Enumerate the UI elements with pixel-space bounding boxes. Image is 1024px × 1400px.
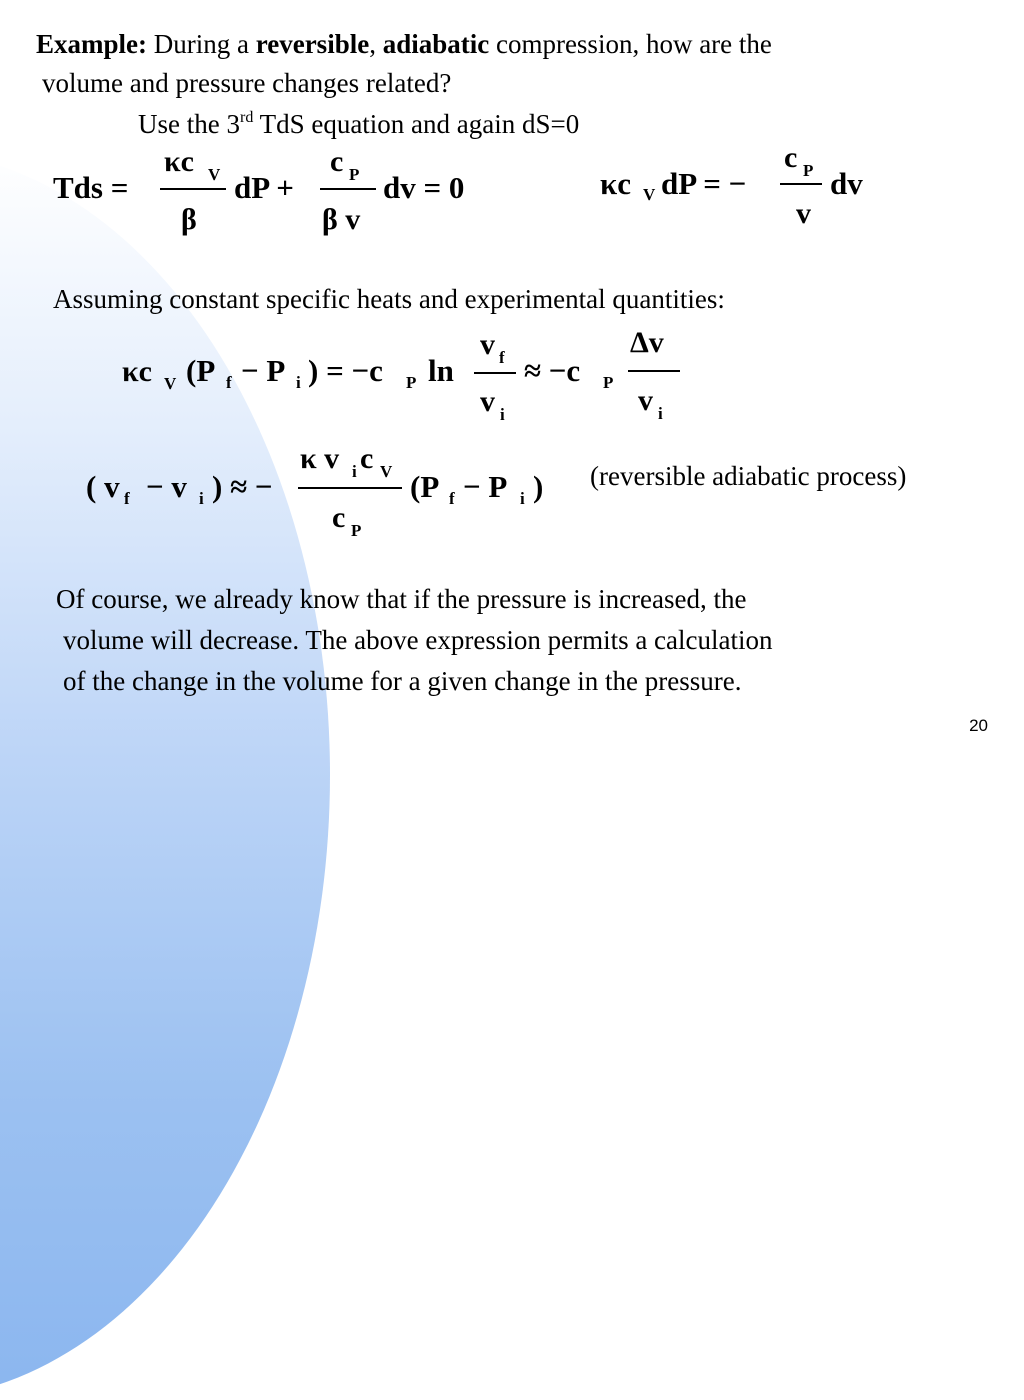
eq1-num2: c	[330, 145, 344, 178]
intro-text-3: compression, how are the	[489, 29, 772, 59]
eq3-p1: (P	[186, 353, 216, 388]
eq3-approx: ≈ −c	[524, 353, 581, 388]
eq2-frac-bar	[780, 183, 822, 185]
eq1-frac1-bar	[160, 188, 226, 190]
intro-line-3-b: TdS equation and again dS=0	[253, 109, 580, 139]
eq4-lhs3: ) ≈ −	[212, 469, 273, 504]
eq4-r1-sub: f	[449, 489, 455, 508]
eq2-den: v	[796, 197, 811, 230]
intro-line-3-sup: rd	[239, 109, 254, 126]
eq4-num-b-sub: V	[380, 462, 393, 481]
conclusion-line-2: volume will decrease. The above expression permits a calculation	[63, 625, 773, 655]
eq3-frac-bar	[474, 372, 516, 374]
eq3-num: v	[480, 328, 495, 361]
eq3-den2-sub: i	[658, 404, 663, 423]
example-label: Example:	[36, 29, 147, 59]
eq4-num-b: c	[360, 442, 374, 475]
eq3-k: κc	[122, 355, 152, 388]
eq4-r3: )	[533, 469, 544, 504]
eq3-num2: Δv	[630, 326, 664, 359]
eq4-frac-bar	[298, 487, 402, 489]
intro-line-1	[36, 31, 772, 58]
eq1-den2: β v	[322, 203, 361, 236]
eq3-c-sub: P	[406, 373, 417, 392]
eq2-rhs: dv	[830, 166, 863, 201]
eq1-mid: dP +	[234, 170, 294, 205]
eq2-lhs: κc	[600, 166, 631, 201]
eq3-den-sub: i	[500, 405, 505, 424]
intro-line-3	[138, 111, 579, 138]
background-gradient-arc	[0, 150, 330, 1400]
eq3-eqpart: ) = −c	[308, 353, 383, 388]
eq3-frac2-bar	[628, 370, 680, 372]
intro-text-1: During a	[153, 29, 256, 59]
page-number: 20	[969, 716, 988, 735]
reversible-word: reversible	[255, 29, 370, 59]
eq4-r2-sub: i	[520, 489, 525, 508]
eq2-mid: dP = −	[661, 166, 747, 201]
eq1-rhs: dv = 0	[383, 170, 465, 205]
eq4-lhs1-sub: f	[124, 489, 130, 508]
eq2-num: c	[784, 141, 798, 174]
eq3-den2: v	[638, 384, 653, 417]
eq4-num-a-sub: i	[352, 462, 357, 481]
eq3-p2-sub: i	[296, 373, 301, 392]
conclusion-line-1: Of course, we already know that if the pressure is increased, the	[56, 584, 747, 614]
eq4-r2: − P	[463, 469, 508, 504]
eq4-r1: (P	[410, 469, 440, 504]
assumption-text: Assuming constant specific heats and experimental quantities:	[53, 284, 725, 314]
intro-line-2: volume and pressure changes related?	[42, 68, 452, 98]
eq3-p1-sub: f	[226, 373, 232, 392]
eq1-den1: β	[181, 203, 197, 236]
adiabatic-word: adiabatic	[382, 29, 490, 59]
eq2-lhs-sub: V	[643, 185, 656, 204]
intro-comma: ,	[369, 29, 383, 59]
eq1-num2-sub: P	[349, 165, 360, 184]
eq4-den-sub: P	[351, 521, 362, 540]
eq3-k-sub: V	[164, 374, 177, 393]
eq4-lhs2-sub: i	[199, 489, 204, 508]
eq3-ln: ln	[428, 353, 454, 388]
eq4-lhs1: ( v	[86, 469, 120, 504]
eq4-num-a: κ v	[300, 442, 340, 475]
conclusion-line-3: of the change in the volume for a given change in the pressure.	[63, 666, 742, 696]
eq4-den: c	[332, 501, 346, 534]
eq4-lhs2: − v	[146, 469, 187, 504]
eq3-num-sub: f	[499, 348, 505, 367]
eq1-num1-sub: V	[208, 165, 221, 184]
eq1-num1: κc	[164, 145, 194, 178]
eq2-num-sub: P	[803, 161, 814, 180]
intro-line-3-a: Use the 3	[138, 109, 240, 139]
eq3-den: v	[480, 385, 495, 418]
eq1-lhs: Tds =	[53, 170, 129, 205]
process-note: (reversible adiabatic process)	[590, 461, 907, 491]
eq3-approx-sub: P	[603, 373, 614, 392]
eq1-frac2-bar	[320, 188, 376, 190]
eq3-minus: − P	[241, 353, 286, 388]
